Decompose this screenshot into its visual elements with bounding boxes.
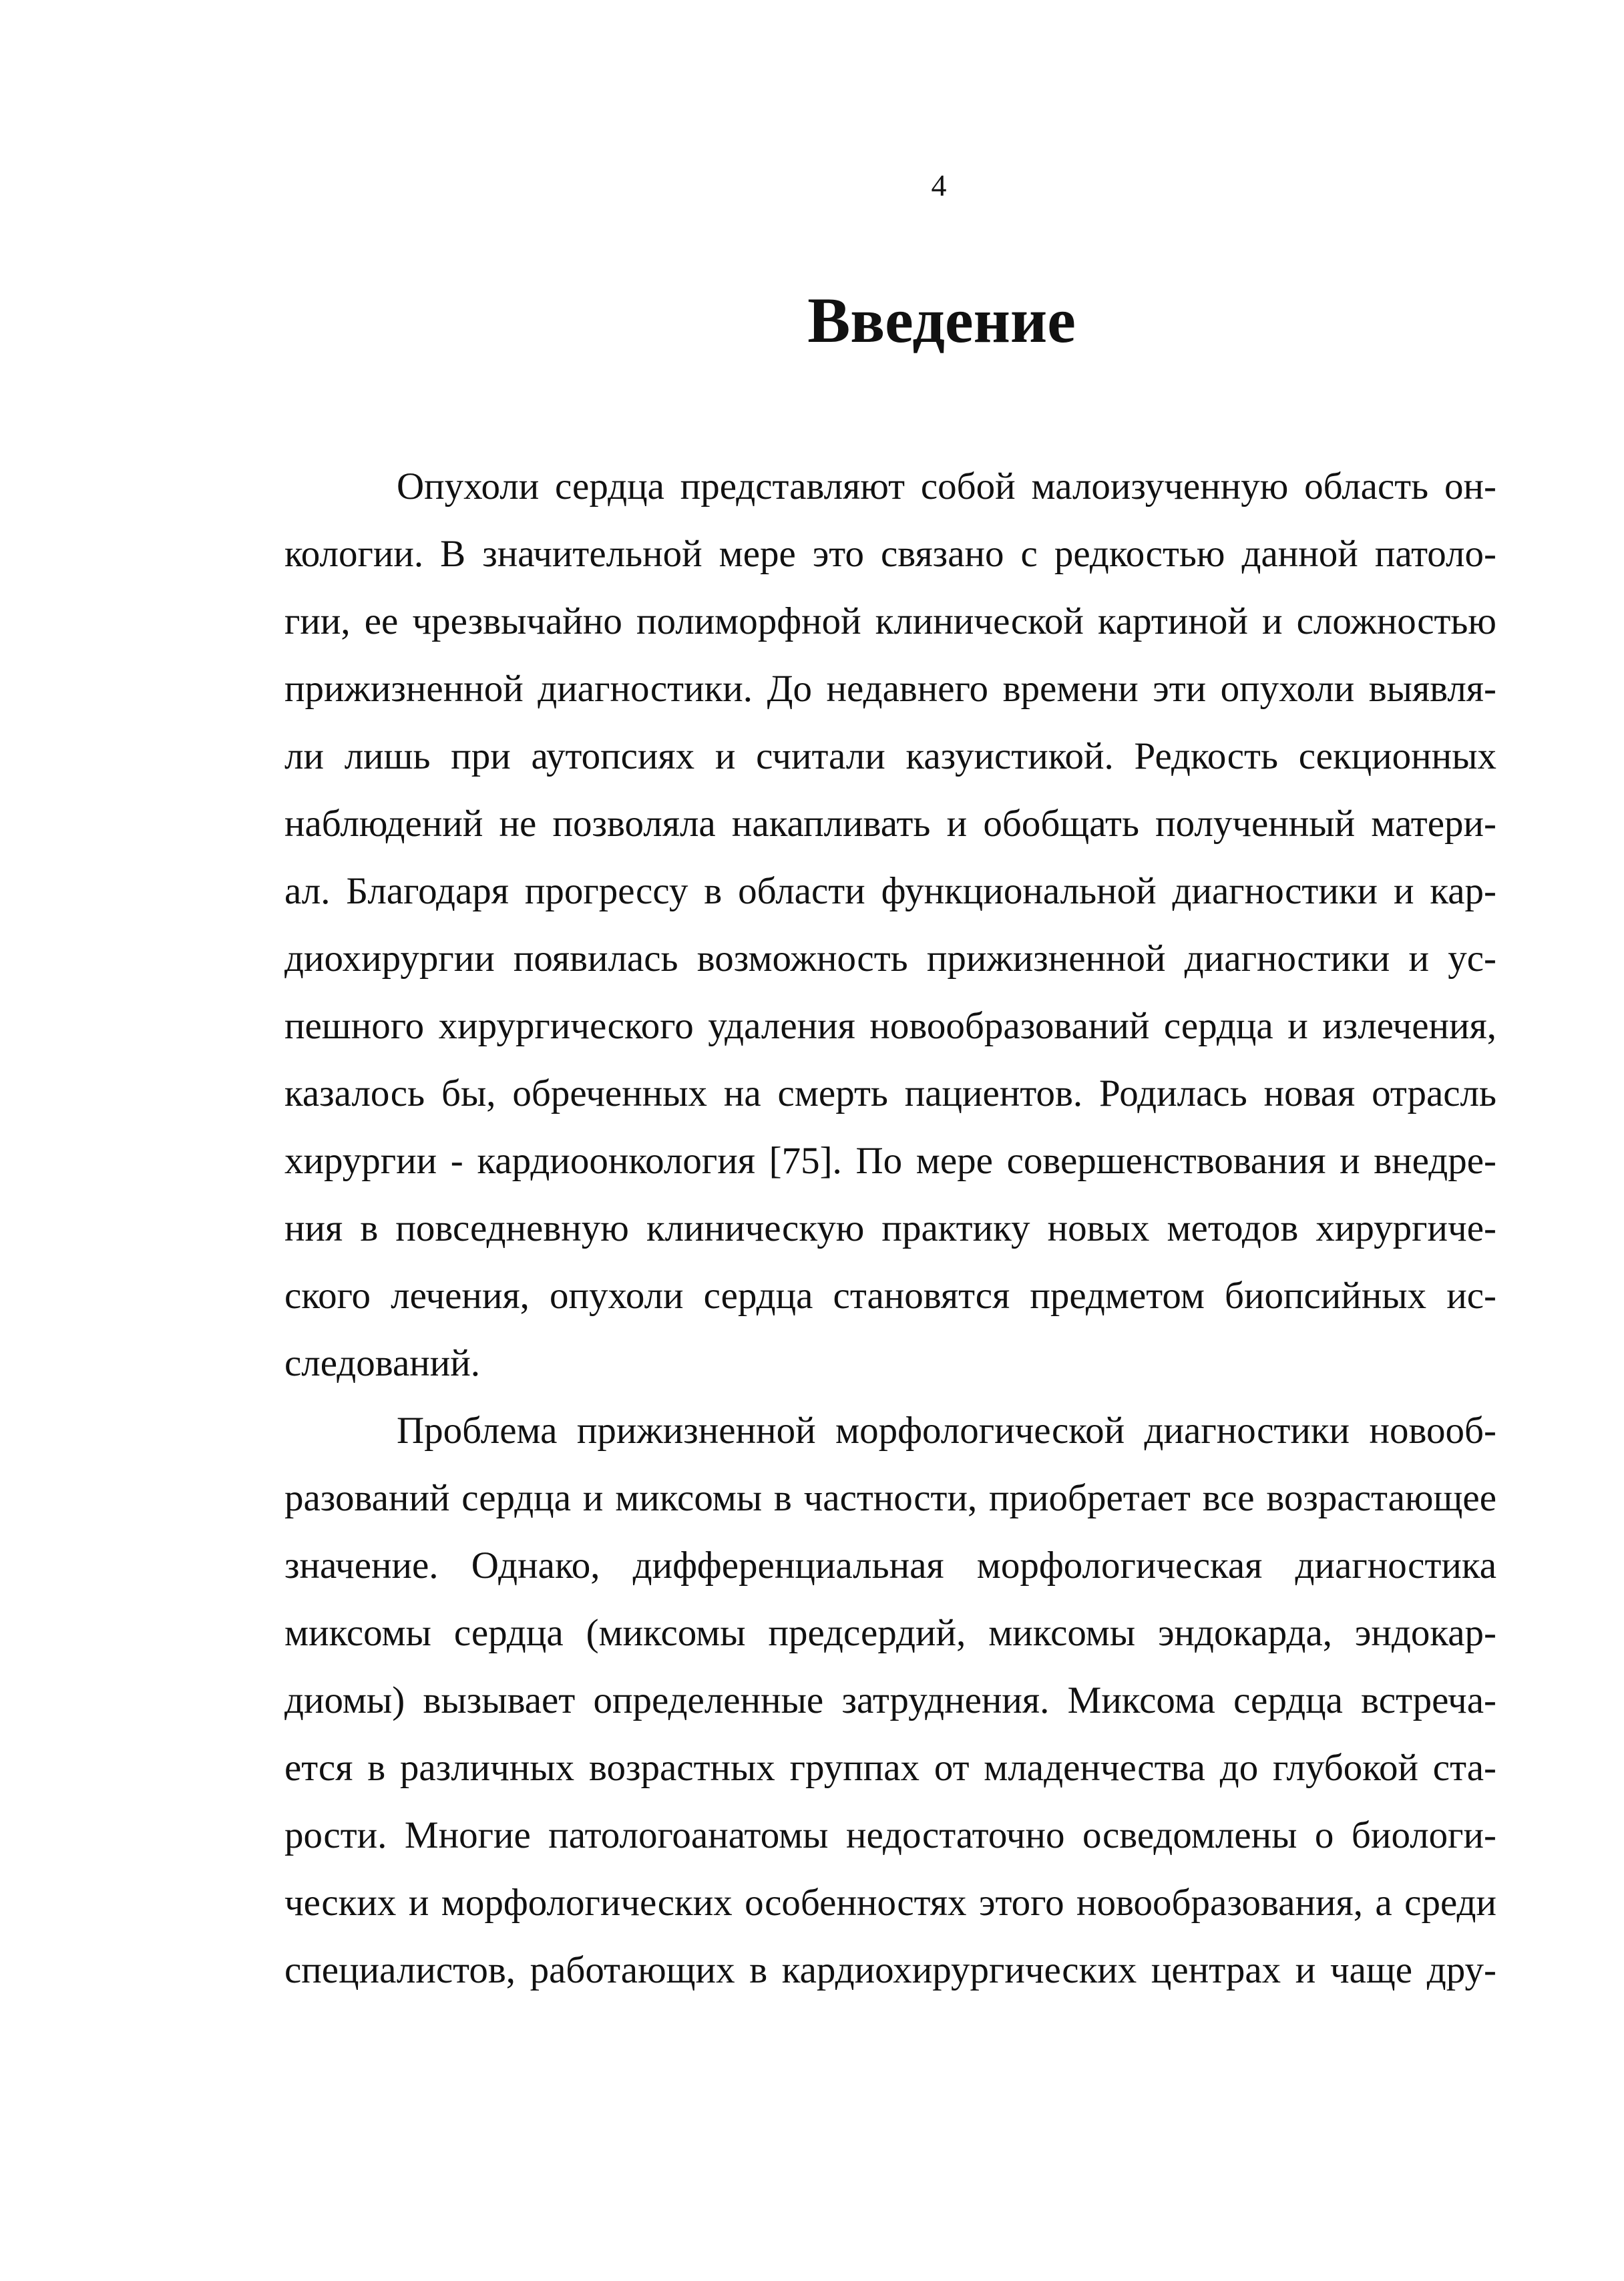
paragraph-1-line: Опухоли сердца представляют собой малоизученную область он- xyxy=(397,465,1496,507)
paragraph-2-line: диомы) вызывает определенные затруднения. Миксома сердца встреча- xyxy=(284,1679,1496,1721)
paragraph-1-line: следований. xyxy=(284,1342,481,1384)
paragraph-2-line: Проблема прижизненной морфологической диагностики новооб- xyxy=(397,1410,1496,1452)
paragraph-2-line: разований сердца и миксомы в частности, приобретает все возрастающее xyxy=(284,1477,1496,1519)
paragraph-1-line: хирургии - кардиоонкология [75]. По мере совершенствования и внедре- xyxy=(284,1140,1496,1182)
paragraph-2-line: специалистов, работающих в кардиохирургических центрах и чаще дру- xyxy=(284,1949,1496,1991)
paragraph-1-line: гии, ее чрезвычайно полиморфной клинической картиной и сложностью xyxy=(284,600,1496,642)
paragraph-2-line: миксомы сердца (миксомы предсердий, миксомы эндокарда, эндокар- xyxy=(284,1612,1496,1654)
body-text xyxy=(284,453,1496,2004)
page-number: 4 xyxy=(931,168,947,202)
paragraph-1-line: пешного хирургического удаления новообразований сердца и излечения, xyxy=(284,1005,1496,1047)
paragraph-2-line: ческих и морфологических особенностях этого новообразования, а среди xyxy=(284,1882,1496,1924)
paragraph-1-line: наблюдений не позволяла накапливать и обобщать полученный матери- xyxy=(284,803,1496,845)
paragraph-1-line: прижизненной диагностики. До недавнего времени эти опухоли выявля- xyxy=(284,668,1496,710)
paragraph-1-line: ния в повседневную клиническую практику новых методов хирургиче- xyxy=(284,1207,1496,1249)
paragraph-1-line: казалось бы, обреченных на смерть пациентов. Родилась новая отрасль xyxy=(284,1072,1496,1114)
paragraph-1-line: ал. Благодаря прогрессу в области функциональной диагностики и кар- xyxy=(284,870,1496,912)
paragraph-1-line: диохирургии появилась возможность прижизненной диагностики и ус- xyxy=(284,938,1496,980)
page-title: Введение xyxy=(807,284,1076,356)
paragraph-1-line: ского лечения, опухоли сердца становятся предметом биопсийных ис- xyxy=(284,1275,1496,1317)
paragraph-1-line: ли лишь при аутопсиях и считали казуистикой. Редкость секционных xyxy=(284,735,1496,777)
paragraph-2-line: рости. Многие патологоанатомы недостаточно осведомлены о биологи- xyxy=(284,1814,1496,1856)
paragraph-2-line: ется в различных возрастных группах от младенчества до глубокой ста- xyxy=(284,1747,1496,1789)
paragraph-1-line: кологии. В значительной мере это связано с редкостью данной патоло- xyxy=(284,533,1496,575)
paragraph-2-line: значение. Однако, дифференциальная морфологическая диагностика xyxy=(284,1544,1496,1587)
